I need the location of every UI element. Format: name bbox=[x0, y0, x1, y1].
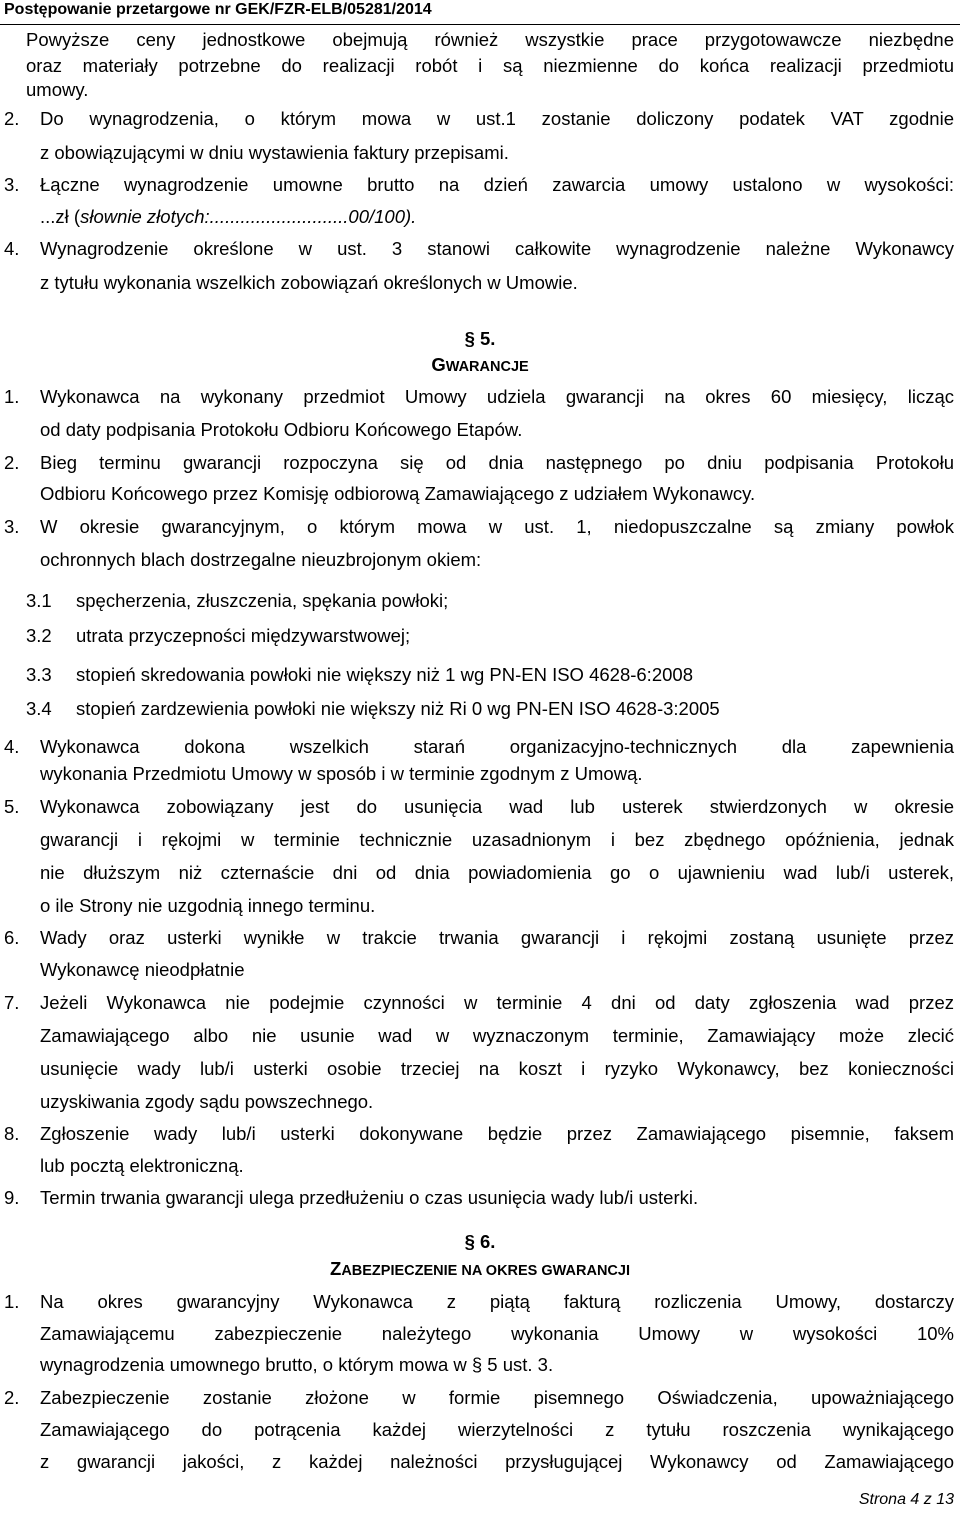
paragraph-line: Termin trwania gwarancji ulega przedłużeniu o czas usunięcia wady lub/i usterki. bbox=[40, 1187, 699, 1208]
paragraph-line: o ile Strony nie uzgodnią innego terminu. bbox=[40, 895, 376, 916]
subitem-number: 3.2 bbox=[26, 625, 52, 646]
paragraph-line: Wykonawca zobowiązany jest do usunięcia wad lub usterek stwierdzonych w okresie bbox=[40, 796, 954, 817]
page-number: Strona 4 z 13 bbox=[858, 1491, 954, 1508]
section-title bbox=[0, 1258, 960, 1282]
subitem-text: spęcherzenia, złuszczenia, spękania powłoki; bbox=[76, 590, 449, 611]
paragraph-line: Zabezpieczenie zostanie złożone w formie pisemnego Oświadczenia, upoważniającego bbox=[40, 1387, 954, 1408]
paragraph-line: z gwarancji jakości, z każdej należności przysługującej Wykonawcy od Zamawiającego bbox=[40, 1451, 954, 1472]
item-number: 6. bbox=[4, 927, 20, 948]
item-number: 5. bbox=[4, 796, 20, 817]
paragraph-line: wykonania Przedmiotu Umowy w sposób i w terminie zgodnym z Umową. bbox=[40, 763, 643, 784]
paragraph-line: Na okres gwarancyjny Wykonawca z piątą fakturą rozliczenia Umowy, dostarczy bbox=[40, 1291, 954, 1312]
section-title-initial: Z bbox=[330, 1258, 342, 1279]
paragraph-line: wynagrodzenia umownego brutto, o którym mowa w § 5 ust. 3. bbox=[40, 1354, 554, 1375]
subitem-text: utrata przyczepności międzywarstwowej; bbox=[76, 625, 411, 646]
item-number: 2. bbox=[4, 452, 20, 473]
intro-line: Powyższe ceny jednostkowe obejmują również wszystkie prace przygotowawcze niezbędne bbox=[26, 29, 954, 50]
item-number: 4. bbox=[4, 238, 20, 259]
item-number: 8. bbox=[4, 1123, 20, 1144]
item-number: 2. bbox=[4, 108, 20, 129]
paragraph-line: Łączne wynagrodzenie umowne brutto na dzień zawarcia umowy ustalono w wysokości: bbox=[40, 174, 954, 195]
subitem-text: stopień zardzewienia powłoki nie większy niż Ri 0 wg PN-EN ISO 4628-3:2005 bbox=[76, 698, 720, 719]
item-number: 4. bbox=[4, 736, 20, 757]
paragraph-line: Wykonawca na wykonany przedmiot Umowy udziela gwarancji na okres 60 miesięcy, licząc bbox=[40, 386, 954, 407]
section-title-rest: WARANCJE bbox=[445, 359, 529, 375]
paragraph-line bbox=[40, 206, 954, 228]
item-number: 7. bbox=[4, 992, 20, 1013]
paragraph-line: lub pocztą elektroniczną. bbox=[40, 1155, 244, 1176]
paragraph-line: z obowiązującymi w dniu wystawienia faktury przepisami. bbox=[40, 142, 509, 163]
section-title-initial: G bbox=[431, 354, 446, 375]
paragraph-line: od daty podpisania Protokołu Odbioru Końcowego Etapów. bbox=[40, 419, 523, 440]
paragraph-line: nie dłuższym niż czternaście dni od dnia powiadomienia go o ujawnieniu wad lub/i usterek, bbox=[40, 862, 954, 883]
paragraph-line: z tytułu wykonania wszelkich zobowiązań określonych w Umowie. bbox=[40, 272, 578, 293]
item-number: 3. bbox=[4, 516, 20, 537]
document-header-title: Postępowanie przetargowe nr GEK/FZR-ELB/05281/2014 bbox=[4, 1, 432, 18]
paragraph-line: Zgłoszenie wady lub/i usterki dokonywane będzie przez Zamawiającego pisemnie, faksem bbox=[40, 1123, 954, 1144]
paragraph-line: gwarancji i rękojmi w terminie technicznie uzasadnionym i bez zbędnego opóźnienia, jednak bbox=[40, 829, 954, 850]
paragraph-line: Wynagrodzenie określone w ust. 3 stanowi całkowite wynagrodzenie należne Wykonawcy bbox=[40, 238, 954, 259]
paragraph-line: W okresie gwarancyjnym, o którym mowa w ust. 1, niedopuszczalne są zmiany powłok bbox=[40, 516, 954, 537]
section-title bbox=[0, 354, 960, 378]
intro-line: umowy. bbox=[26, 79, 89, 100]
subitem-number: 3.4 bbox=[26, 698, 52, 719]
paragraph-line: uzyskiwania zgody sądu powszechnego. bbox=[40, 1091, 374, 1112]
item-number: 1. bbox=[4, 1291, 20, 1312]
intro-line: oraz materiały potrzebne do realizacji robót i są niezmienne do końca realizacji przedmiotu bbox=[26, 55, 954, 76]
amount-in-words: słownie złotych:...........................00/100). bbox=[80, 206, 417, 227]
paragraph-line: Jeżeli Wykonawca nie podejmie czynności w terminie 4 dni od daty zgłoszenia wad przez bbox=[40, 992, 954, 1013]
paragraph-line: Wykonawca dokona wszelkich starań organizacyjno-technicznych dla zapewnienia bbox=[40, 736, 954, 757]
paragraph-line: usunięcie wady lub/i usterki osobie trzeciej na koszt i ryzyko Wykonawcy, bez konieczności bbox=[40, 1058, 954, 1079]
section-title-rest: ABEZPIECZENIE NA OKRES GWARANCJI bbox=[341, 1263, 630, 1279]
subitem-text: stopień skredowania powłoki nie większy niż 1 wg PN-EN ISO 4628-6:2008 bbox=[76, 664, 693, 685]
paragraph-line: Zamawiającego do potrącenia każdej wierzytelności z tytułu roszczenia wynikającego bbox=[40, 1419, 954, 1440]
paragraph-line: Bieg terminu gwarancji rozpoczyna się od dnia następnego po dniu podpisania Protokołu bbox=[40, 452, 954, 473]
paragraph-line: Zamawiającego albo nie usunie wad w wyznaczonym terminie, Zamawiający może zlecić bbox=[40, 1025, 954, 1046]
subitem-number: 3.1 bbox=[26, 590, 52, 611]
section-number: § 6. bbox=[464, 1231, 496, 1252]
paragraph-line: Wady oraz usterki wynikłe w trakcie trwania gwarancji i rękojmi zostaną usunięte przez bbox=[40, 927, 954, 948]
item-number: 1. bbox=[4, 386, 20, 407]
amount-placeholder: ...zł ( bbox=[40, 206, 81, 227]
subitem-number: 3.3 bbox=[26, 664, 52, 685]
paragraph-line: Zamawiającemu zabezpieczenie należytego wykonania Umowy w wysokości 10% bbox=[40, 1323, 954, 1344]
paragraph-line: Do wynagrodzenia, o którym mowa w ust.1 zostanie doliczony podatek VAT zgodnie bbox=[40, 108, 954, 129]
item-number: 3. bbox=[4, 174, 20, 195]
paragraph-line: Wykonawcę nieodpłatnie bbox=[40, 959, 245, 980]
item-number: 2. bbox=[4, 1387, 20, 1408]
paragraph-line: Odbioru Końcowego przez Komisję odbiorową Zamawiającego z udziałem Wykonawcy. bbox=[40, 483, 756, 504]
item-number: 9. bbox=[4, 1187, 20, 1208]
paragraph-line: ochronnych blach dostrzegalne nieuzbrojonym okiem: bbox=[40, 549, 482, 570]
section-number: § 5. bbox=[464, 328, 496, 349]
header-divider bbox=[0, 24, 960, 25]
